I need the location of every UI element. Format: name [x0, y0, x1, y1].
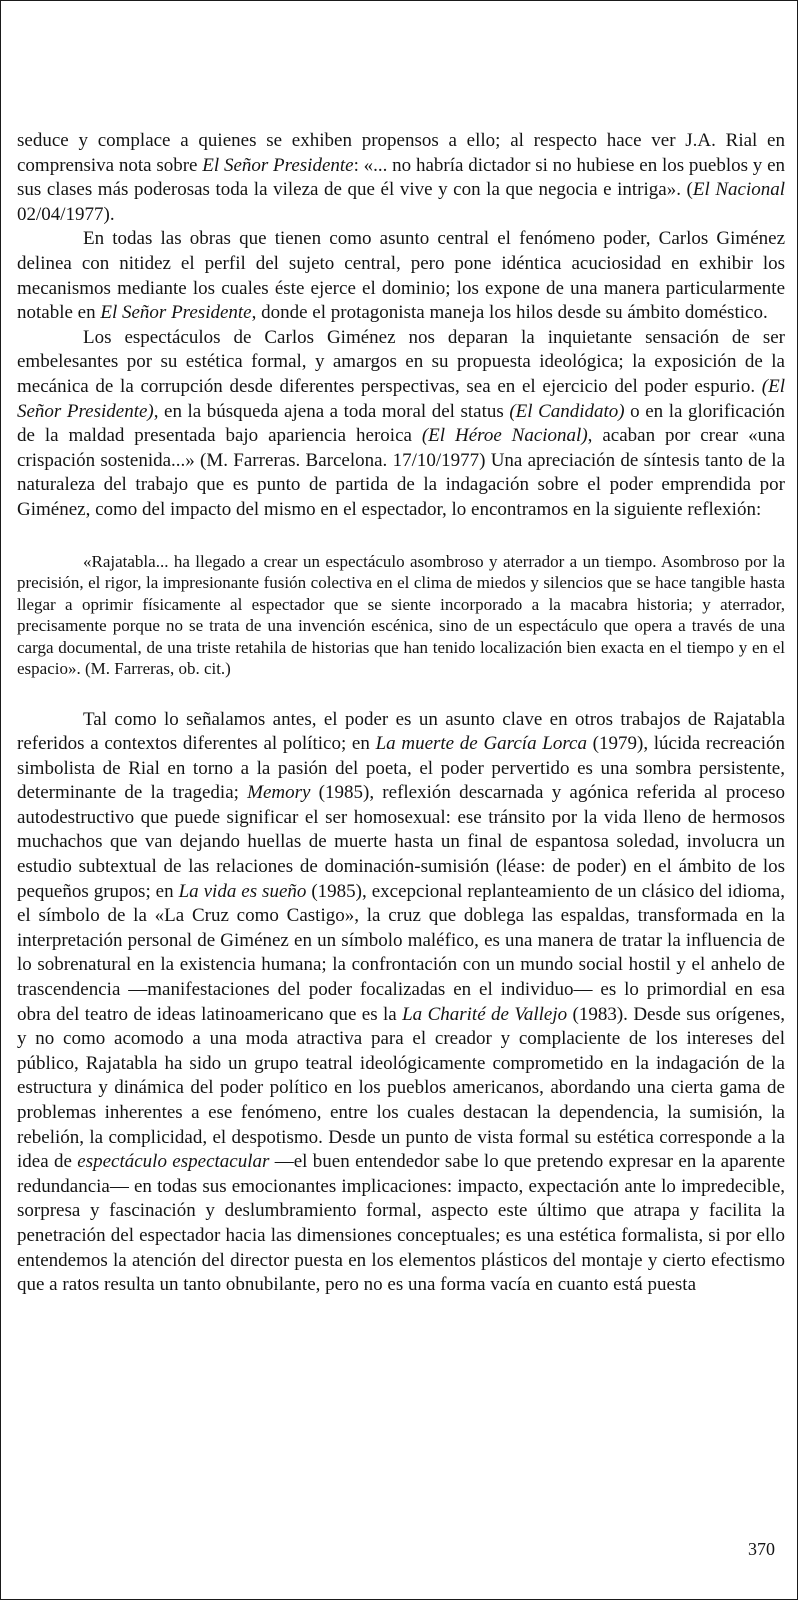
text-run: «Rajatabla... ha llegado a crear un espectáculo asombroso y aterrador a un tiempo. Asombroso por la precisión, el rigor, la impresionante fusión colectiva en el clima de miedos y silencios que se hace tangible hasta llegar a oprimir físicamente al espectador que se siente incorporado a la macabra historia; y aterrador, precisamente porque no se trata de una invención escénica, sino de un espectáculo que opera a través de una carga documental, de una triste retahila de historias que han tenido localización bien exacta en el tiempo y en el espacio». (M. Farreras, ob. cit.)	[17, 551, 785, 678]
italic-title: La muerte de García Lorca	[375, 733, 587, 755]
text-run: (1985), excepcional replanteamiento de un clásico del idioma, el símbolo de la «La Cruz como Castigo», la cruz que doblega las espaldas, transformada en la interpretación personal de Giménez en un símbolo maléfico, es una manera de tratar la influencia de lo sobrenatural en la existencia humana; la confrontación con un mundo social hostil y el anhelo de trascendencia —manifestaciones del poder focalizadas en el individuo— es lo primordial en esa obra del teatro de ideas latinoamericano que es la	[17, 880, 785, 1025]
text-run: (1985), reflexión descarnada y agónica referida al proceso autodestructivo que puede significar el ser homosexual: ese tránsito por la vida lleno de hermosos muchachos que van dejando huellas de muerte hasta un final de espantosa soledad, involucra un estudio subtextual de las relaciones de dominación-sumisión (léase: de poder) en el ámbito de los pequeños grupos; en	[17, 782, 785, 902]
text-run: , donde el protagonista maneja los hilos desde su ámbito doméstico.	[251, 302, 768, 324]
text-run: , acaban por crear «una crispación sostenida...» (M. Farreras. Barcelona. 17/10/1977) Una apreciación de síntesis tanto de la naturaleza del trabajo que es punto de partida de la indagación sobre el poder emprendida por Giménez, como del impacto del mismo en el espectador, lo encontramos en la siguiente reflexión:	[17, 425, 786, 520]
italic-title: espectáculo espectacular	[77, 1151, 270, 1173]
paragraph-3	[17, 326, 785, 523]
paragraph-2	[17, 227, 785, 325]
italic-title: (El Candidato)	[509, 400, 625, 422]
text-run: (1979), lúcida recreación simbolista de Rial en torno a la pasión del poeta, el poder pervertido es una sombra persistente, determinante de la tragedia;	[17, 733, 786, 804]
italic-title: Memory	[247, 782, 311, 804]
paragraph-1	[17, 129, 785, 227]
text-run: , en la búsqueda ajena a toda moral del status	[153, 400, 510, 422]
italic-title: La vida es sueño	[178, 880, 307, 902]
page-number: 370	[748, 1539, 775, 1559]
paragraph-4	[17, 708, 785, 1298]
text-run: 02/04/1977).	[17, 203, 115, 225]
italic-title: El Nacional	[692, 179, 785, 201]
italic-title: El Señor Presidente	[100, 302, 252, 324]
text-run: seduce y complace a quienes se exhiben propensos a ello; al respecto hace ver J.A. Rial en comprensiva nota sobre	[17, 130, 785, 176]
italic-title: El Señor Presidente	[202, 154, 354, 176]
text-run: (1983). Desde sus orígenes, y no como acomodo a una moda atractiva para el creador y complaciente de los intereses del público, Rajatabla ha sido un grupo teatral ideológicamente comprometido en la indagación de la estructura y dinámica del poder político en los pueblos americanos, abordando una cierta gama de problemas inherentes a ese fenómeno, entre los cuales destacan la dependencia, la sumisión, la rebelión, la complicidad, el despotismo. Desde un punto de vista formal su estética corresponde a la idea de	[17, 1003, 785, 1173]
text-run: o en la glorificación de la maldad presentada bajo apariencia heroica	[17, 400, 786, 447]
block-quote	[17, 551, 785, 680]
text-run: Los espectáculos de Carlos Giménez nos deparan la inquietante sensación de ser embelesantes por su estética formal, y amargos en su propuesta ideológica; la exposición de la mecánica de la corrupción desde diferentes perspectivas, sea en el ejercicio del poder espurio.	[17, 326, 785, 397]
body-text	[17, 129, 785, 1298]
italic-title: (El Héroe Nacional)	[421, 425, 588, 447]
italic-title: (El Señor Presidente)	[17, 375, 785, 422]
text-run: En todas las obras que tienen como asunto central el fenómeno poder, Carlos Giménez delinea con nitidez el perfil del sujeto central, pero pone idéntica acuciosidad en exhibir los mecanismos mediante los cuales éste ejerce el dominio; los expone de una manera particularmente notable en	[17, 228, 785, 324]
text-run: —el buen entendedor sabe lo que pretendo expresar en la aparente redundancia— en todas sus emocionantes implicaciones: impacto, expectación ante lo impredecible, sorpresa y fascinación y deslumbramiento formal, aspecto este último que atrapa y facilita la penetración del espectador hacia las dimensiones conceptuales; es una estética formalista, si por ello entendemos la atención del director puesta en los elementos plásticos del montaje y cierto efectismo que a ratos resulta un tanto obnubilante, pero no es una forma vacía en cuanto está puesta	[17, 1151, 786, 1296]
italic-title: La Charité de Vallejo	[402, 1003, 568, 1025]
text-run: : «... no habría dictador si no hubiese en los pueblos y en sus clases más poderosas toda la vileza de que él vive y con la que negocia e intriga». (	[17, 154, 786, 201]
text-run: Tal como lo señalamos antes, el poder es un asunto clave en otros trabajos de Rajatabla referidos a contextos diferentes al político; en	[17, 708, 785, 755]
